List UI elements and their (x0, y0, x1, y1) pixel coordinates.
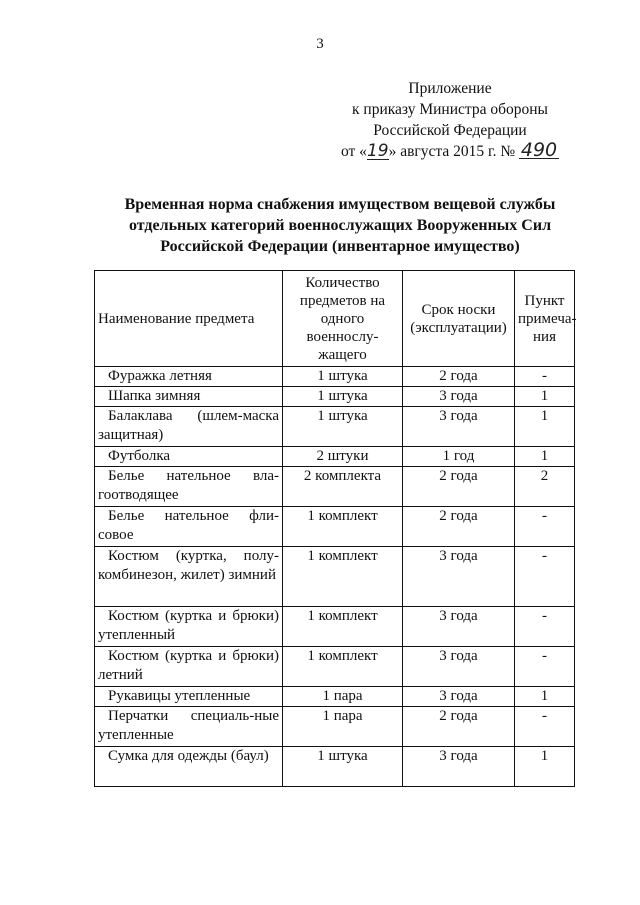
item-name-cell: Шапка зимняя (95, 387, 283, 407)
item-name-cell: Балаклава (шлем-маска защитная) (95, 407, 283, 447)
appendix-line-2: к приказу Министра обороны (352, 101, 548, 118)
quantity-cell: 1 комплект (283, 547, 403, 607)
header-term: Срок носки (эксплуатации) (403, 271, 515, 367)
note-cell: - (515, 367, 575, 387)
table-row (95, 547, 575, 607)
note-cell: 1 (515, 747, 575, 787)
item-name-cell: Фуражка летняя (95, 367, 283, 387)
title-line-1: Временная норма снабжения имуществом вещевой службы (124, 196, 556, 213)
item-name-cell: Сумка для одежды (баул) (95, 747, 283, 787)
quantity-cell: 1 штука (283, 747, 403, 787)
header-item-name: Наименование предмета (95, 271, 283, 367)
term-cell: 3 года (403, 607, 515, 647)
table-row (95, 607, 575, 647)
term-cell: 3 года (403, 547, 515, 607)
header-quantity: Количество предметов на одного военнослу-жащего (283, 271, 403, 367)
note-cell: - (515, 547, 575, 607)
note-cell: - (515, 707, 575, 747)
table-header-row (95, 271, 575, 367)
date-prefix: от « (340, 143, 367, 160)
term-cell: 3 года (403, 407, 515, 447)
term-cell: 2 года (403, 367, 515, 387)
appendix-line-1: Приложение (408, 80, 492, 97)
table-row (95, 707, 575, 747)
quantity-cell: 1 штука (283, 367, 403, 387)
table-row (95, 747, 575, 787)
note-cell: 1 (515, 387, 575, 407)
title-line-2: отдельных категорий военнослужащих Вооруженных Сил (128, 217, 552, 234)
item-name-cell: Костюм (куртка, полу-комбинезон, жилет) зимний (95, 547, 283, 607)
item-name-cell: Перчатки специаль-ные утепленные (95, 707, 283, 747)
date-suffix: » августа 2015 г. № (388, 143, 516, 160)
handwritten-date-day: 19 (366, 141, 389, 161)
item-name-cell: Белье нательное вла-гоотводящее (95, 467, 283, 507)
quantity-cell: 1 пара (283, 707, 403, 747)
term-cell: 3 года (403, 747, 515, 787)
table-row (95, 387, 575, 407)
note-cell: - (515, 507, 575, 547)
note-cell: 1 (515, 447, 575, 467)
item-name-cell: Костюм (куртка и брюки) утепленный (95, 607, 283, 647)
quantity-cell: 1 пара (283, 687, 403, 707)
table-row (95, 687, 575, 707)
table-row (95, 467, 575, 507)
table-row (95, 407, 575, 447)
table-row (95, 647, 575, 687)
appendix-line-3: Российской Федерации (373, 122, 527, 139)
supply-norm-table (94, 270, 575, 787)
term-cell: 2 года (403, 507, 515, 547)
header-note: Пункт примеча-ния (515, 271, 575, 367)
term-cell: 2 года (403, 467, 515, 507)
table-row (95, 367, 575, 387)
note-cell: 2 (515, 467, 575, 507)
term-cell: 3 года (403, 647, 515, 687)
note-cell: - (515, 647, 575, 687)
item-name-cell: Костюм (куртка и брюки) летний (95, 647, 283, 687)
item-name-cell: Белье нательное фли-совое (95, 507, 283, 547)
note-cell: - (515, 607, 575, 647)
table-body (95, 367, 575, 787)
table-row (95, 507, 575, 547)
page-number: 3 (316, 36, 324, 52)
term-cell: 2 года (403, 707, 515, 747)
table-row (95, 447, 575, 467)
appendix-block (320, 78, 580, 162)
quantity-cell: 2 штуки (283, 447, 403, 467)
handwritten-order-number: 490 (520, 139, 558, 161)
quantity-cell: 1 комплект (283, 647, 403, 687)
note-cell: 1 (515, 687, 575, 707)
quantity-cell: 2 комплекта (283, 467, 403, 507)
item-name-cell: Футболка (95, 447, 283, 467)
note-cell: 1 (515, 407, 575, 447)
term-cell: 1 год (403, 447, 515, 467)
title-line-3: Российской Федерации (инвентарное имущество) (160, 238, 520, 255)
term-cell: 3 года (403, 687, 515, 707)
term-cell: 3 года (403, 387, 515, 407)
appendix-date-line (320, 141, 580, 162)
quantity-cell: 1 комплект (283, 607, 403, 647)
item-name-cell: Рукавицы утепленные (95, 687, 283, 707)
quantity-cell: 1 комплект (283, 507, 403, 547)
quantity-cell: 1 штука (283, 387, 403, 407)
document-title (70, 194, 610, 257)
quantity-cell: 1 штука (283, 407, 403, 447)
